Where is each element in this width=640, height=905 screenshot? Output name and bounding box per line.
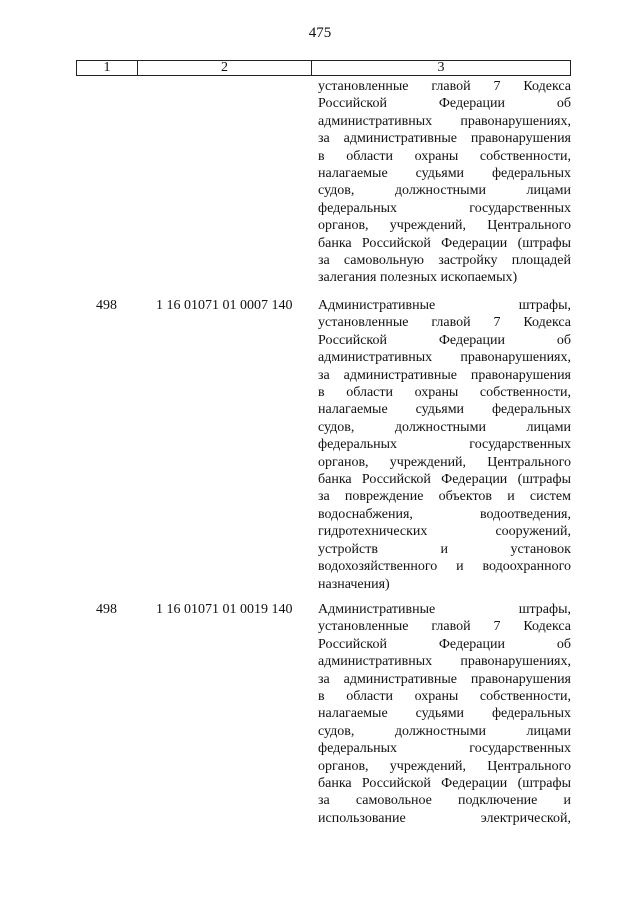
- row-number: 498: [96, 298, 117, 313]
- text-line: органов, учреждений, Центрального: [318, 758, 571, 774]
- text-line: Российской Федерации об: [318, 96, 571, 112]
- text-line: установленные главой 7 Кодекса: [318, 79, 571, 94]
- text-line: Административные штрафы,: [318, 602, 571, 617]
- text-line: установленные главой 7 Кодекса: [318, 315, 571, 331]
- row-description: [318, 601, 571, 827]
- text-line: за повреждение объектов и систем: [318, 489, 571, 505]
- text-line: Российской Федерации об: [318, 636, 571, 652]
- table-header: [76, 60, 571, 76]
- text-line: федеральных государственных: [318, 200, 571, 216]
- text-line: гидротехнических сооружений,: [318, 524, 571, 540]
- text-line: в области охраны собственности,: [318, 385, 571, 401]
- text-line: органов, учреждений, Центрального: [318, 218, 571, 234]
- text-line: установленные главой 7 Кодекса: [318, 619, 571, 635]
- text-line: федеральных государственных: [318, 437, 571, 453]
- text-line: банка Российской Федерации (штрафы: [318, 776, 571, 792]
- row-number: 498: [96, 602, 117, 617]
- text-line: Административные штрафы,: [318, 298, 571, 313]
- text-line: банка Российской Федерации (штрафы: [318, 472, 571, 488]
- header-col-1: 1: [77, 61, 138, 75]
- budget-code: 1 16 01071 01 0019 140: [156, 602, 293, 617]
- row-description: [318, 297, 571, 593]
- continuation-description: [318, 78, 571, 287]
- text-line: административных правонарушениях,: [318, 350, 571, 366]
- header-col-2: 2: [138, 61, 312, 75]
- text-line: в области охраны собственности,: [318, 148, 571, 164]
- text-line: в области охраны собственности,: [318, 689, 571, 705]
- text-line: налагаемые судьями федеральных: [318, 166, 571, 182]
- text-line: за административные правонарушения: [318, 131, 571, 147]
- text-line: устройств и установок: [318, 541, 571, 557]
- text-line: Российской Федерации об: [318, 332, 571, 348]
- text-line: залегания полезных ископаемых): [318, 270, 518, 286]
- text-line: использование электрической,: [318, 810, 571, 826]
- text-line: административных правонарушениях,: [318, 654, 571, 670]
- text-line: банка Российской Федерации (штрафы: [318, 235, 571, 251]
- text-line: за административные правонарушения: [318, 367, 571, 383]
- budget-code: 1 16 01071 01 0007 140: [156, 298, 293, 313]
- text-line: федеральных государственных: [318, 741, 571, 757]
- text-line: водоснабжения, водоотведения,: [318, 506, 571, 522]
- header-col-3: 3: [437, 60, 445, 75]
- text-line: судов, должностными лицами: [318, 419, 571, 435]
- text-line: налагаемые судьями федеральных: [318, 706, 571, 722]
- text-line: водохозяйственного и водоохранного: [318, 559, 571, 575]
- text-line: за самовольную застройку площадей: [318, 253, 571, 269]
- text-line: административных правонарушениях,: [318, 113, 571, 129]
- text-line: за административные правонарушения: [318, 671, 571, 687]
- text-line: назначения): [318, 576, 390, 592]
- text-line: судов, должностными лицами: [318, 723, 571, 739]
- text-line: за самовольное подключение и: [318, 793, 571, 809]
- page-number: 475: [308, 25, 332, 41]
- text-line: судов, должностными лицами: [318, 183, 571, 199]
- text-line: органов, учреждений, Центрального: [318, 454, 571, 470]
- text-line: налагаемые судьями федеральных: [318, 402, 571, 418]
